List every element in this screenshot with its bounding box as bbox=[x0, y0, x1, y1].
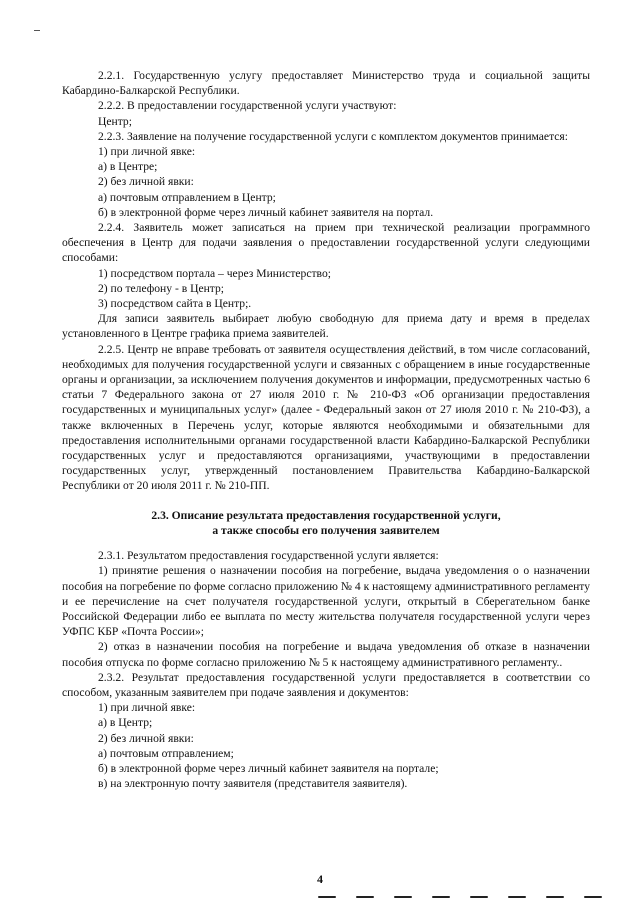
paragraph-2-3-2: 2.3.2. Результат предоставления государственной услуги предоставляется в соответствии со способом, указанным заявителем при подаче заявления и документов: bbox=[62, 670, 590, 699]
list-item-remote: 2) без личной явки: bbox=[98, 175, 194, 189]
paragraph-2-3-1: 2.3.1. Результатом предоставления государственной услуги является: bbox=[98, 549, 439, 563]
result-list-electronic: б) в электронной форме через личный кабинет заявителя на портале; bbox=[98, 761, 439, 775]
result-list-in-person: 1) при личной явке: bbox=[98, 701, 196, 715]
scan-mark bbox=[34, 30, 40, 31]
scan-artifact bbox=[546, 896, 564, 898]
result-list-center: а) в Центр; bbox=[98, 716, 153, 730]
paragraph-2-2-3: 2.2.3. Заявление на получение государственной услуги с комплектом документов принимается: bbox=[98, 129, 568, 143]
result-item-1: 1) принятие решения о назначении пособия на погребение, выдача уведомления о о назначении пособия на погребение по форме согласно приложению № 4 к настоящему административного регламенту и ее перечисление на счет получателя государственной услуги, открытый в Сберегательном банке Российской Федерации либо ее выплата по месту жительства получателя государственной услуги через УФПС КБР «Почта России»; bbox=[62, 564, 590, 639]
scan-artifact bbox=[584, 896, 602, 898]
paragraph-2-2-2: 2.2.2. В предоставлении государственной услуги участвуют: bbox=[98, 99, 397, 113]
result-list-email: в) на электронную почту заявителя (представителя заявителя). bbox=[98, 777, 408, 791]
scan-artifact bbox=[470, 896, 488, 898]
scan-artifact bbox=[508, 896, 526, 898]
section-heading-line1: 2.3. Описание результата предоставления государственной услуги, bbox=[151, 508, 501, 522]
list-item-phone: 2) по телефону - в Центр; bbox=[98, 281, 225, 295]
scan-artifact bbox=[318, 896, 336, 898]
paragraph-2-2-5: 2.2.5. Центр не вправе требовать от заявителя осуществления действий, в том числе согласований, необходимых для получения государственной услуги и связанных с обращением в иные государственные органы и организации, за исключением получения документов и информации, предусмотренных частью 6 статьи 7 Федерального закона от 27 июля 2010 г. № 210-ФЗ «Об организации предоставления государственных и муниципальных услуг» (далее - Федеральный закон от 27 июля 2010 г. № 210-ФЗ), а также включенных в Перечень услуг, которые являются необходимыми и обязательными для предоставления исполнительными органами государственной власти Кабардино-Балкарской Республики государственных услуг и предоставляются организациями, участвующими в предоставлении государственных услуг, утвержденный постановлением Правительства Кабардино-Балкарской Республики от 20 июля 2011 г. № 210-ПП. bbox=[62, 342, 590, 493]
paragraph-center: Центр; bbox=[98, 114, 132, 128]
section-heading-line2: а также способы его получения заявителем bbox=[212, 523, 440, 537]
document-body bbox=[62, 68, 590, 791]
list-item-mail: а) почтовым отправлением в Центр; bbox=[98, 190, 276, 204]
list-item-portal: 1) посредством портала – через Министерство; bbox=[98, 266, 331, 280]
list-item-electronic: б) в электронной форме через личный кабинет заявителя на портал. bbox=[98, 205, 434, 219]
scan-artifact bbox=[394, 896, 412, 898]
list-item-in-center: а) в Центре; bbox=[98, 160, 158, 174]
result-list-mail: а) почтовым отправлением; bbox=[98, 746, 234, 760]
scan-artifact bbox=[356, 896, 374, 898]
paragraph-2-2-1: 2.2.1. Государственную услугу предоставляет Министерство труда и социальной защиты Кабардино-Балкарской Республики. bbox=[62, 69, 590, 98]
list-item-in-person: 1) при личной явке: bbox=[98, 145, 196, 159]
paragraph-2-2-4: 2.2.4. Заявитель может записаться на прием при технической реализации программного обеспечения в Центр для подачи заявления о предоставлении государственной услуги следующими способами: bbox=[62, 221, 590, 265]
list-item-site: 3) посредством сайта в Центр;. bbox=[98, 297, 252, 311]
page-number: 4 bbox=[317, 872, 323, 886]
result-list-remote: 2) без личной явки: bbox=[98, 731, 194, 745]
result-item-2: 2) отказ в назначении пособия на погребение и выдача уведомления об отказе в назначении пособия отпуска по форме согласно приложению № 5 к настоящему административного регламенту.. bbox=[62, 640, 590, 669]
paragraph-appointment: Для записи заявитель выбирает любую свободную для приема дату и время в пределах установленного в Центре графика приема заявителей. bbox=[62, 312, 590, 341]
scan-artifact bbox=[432, 896, 450, 898]
